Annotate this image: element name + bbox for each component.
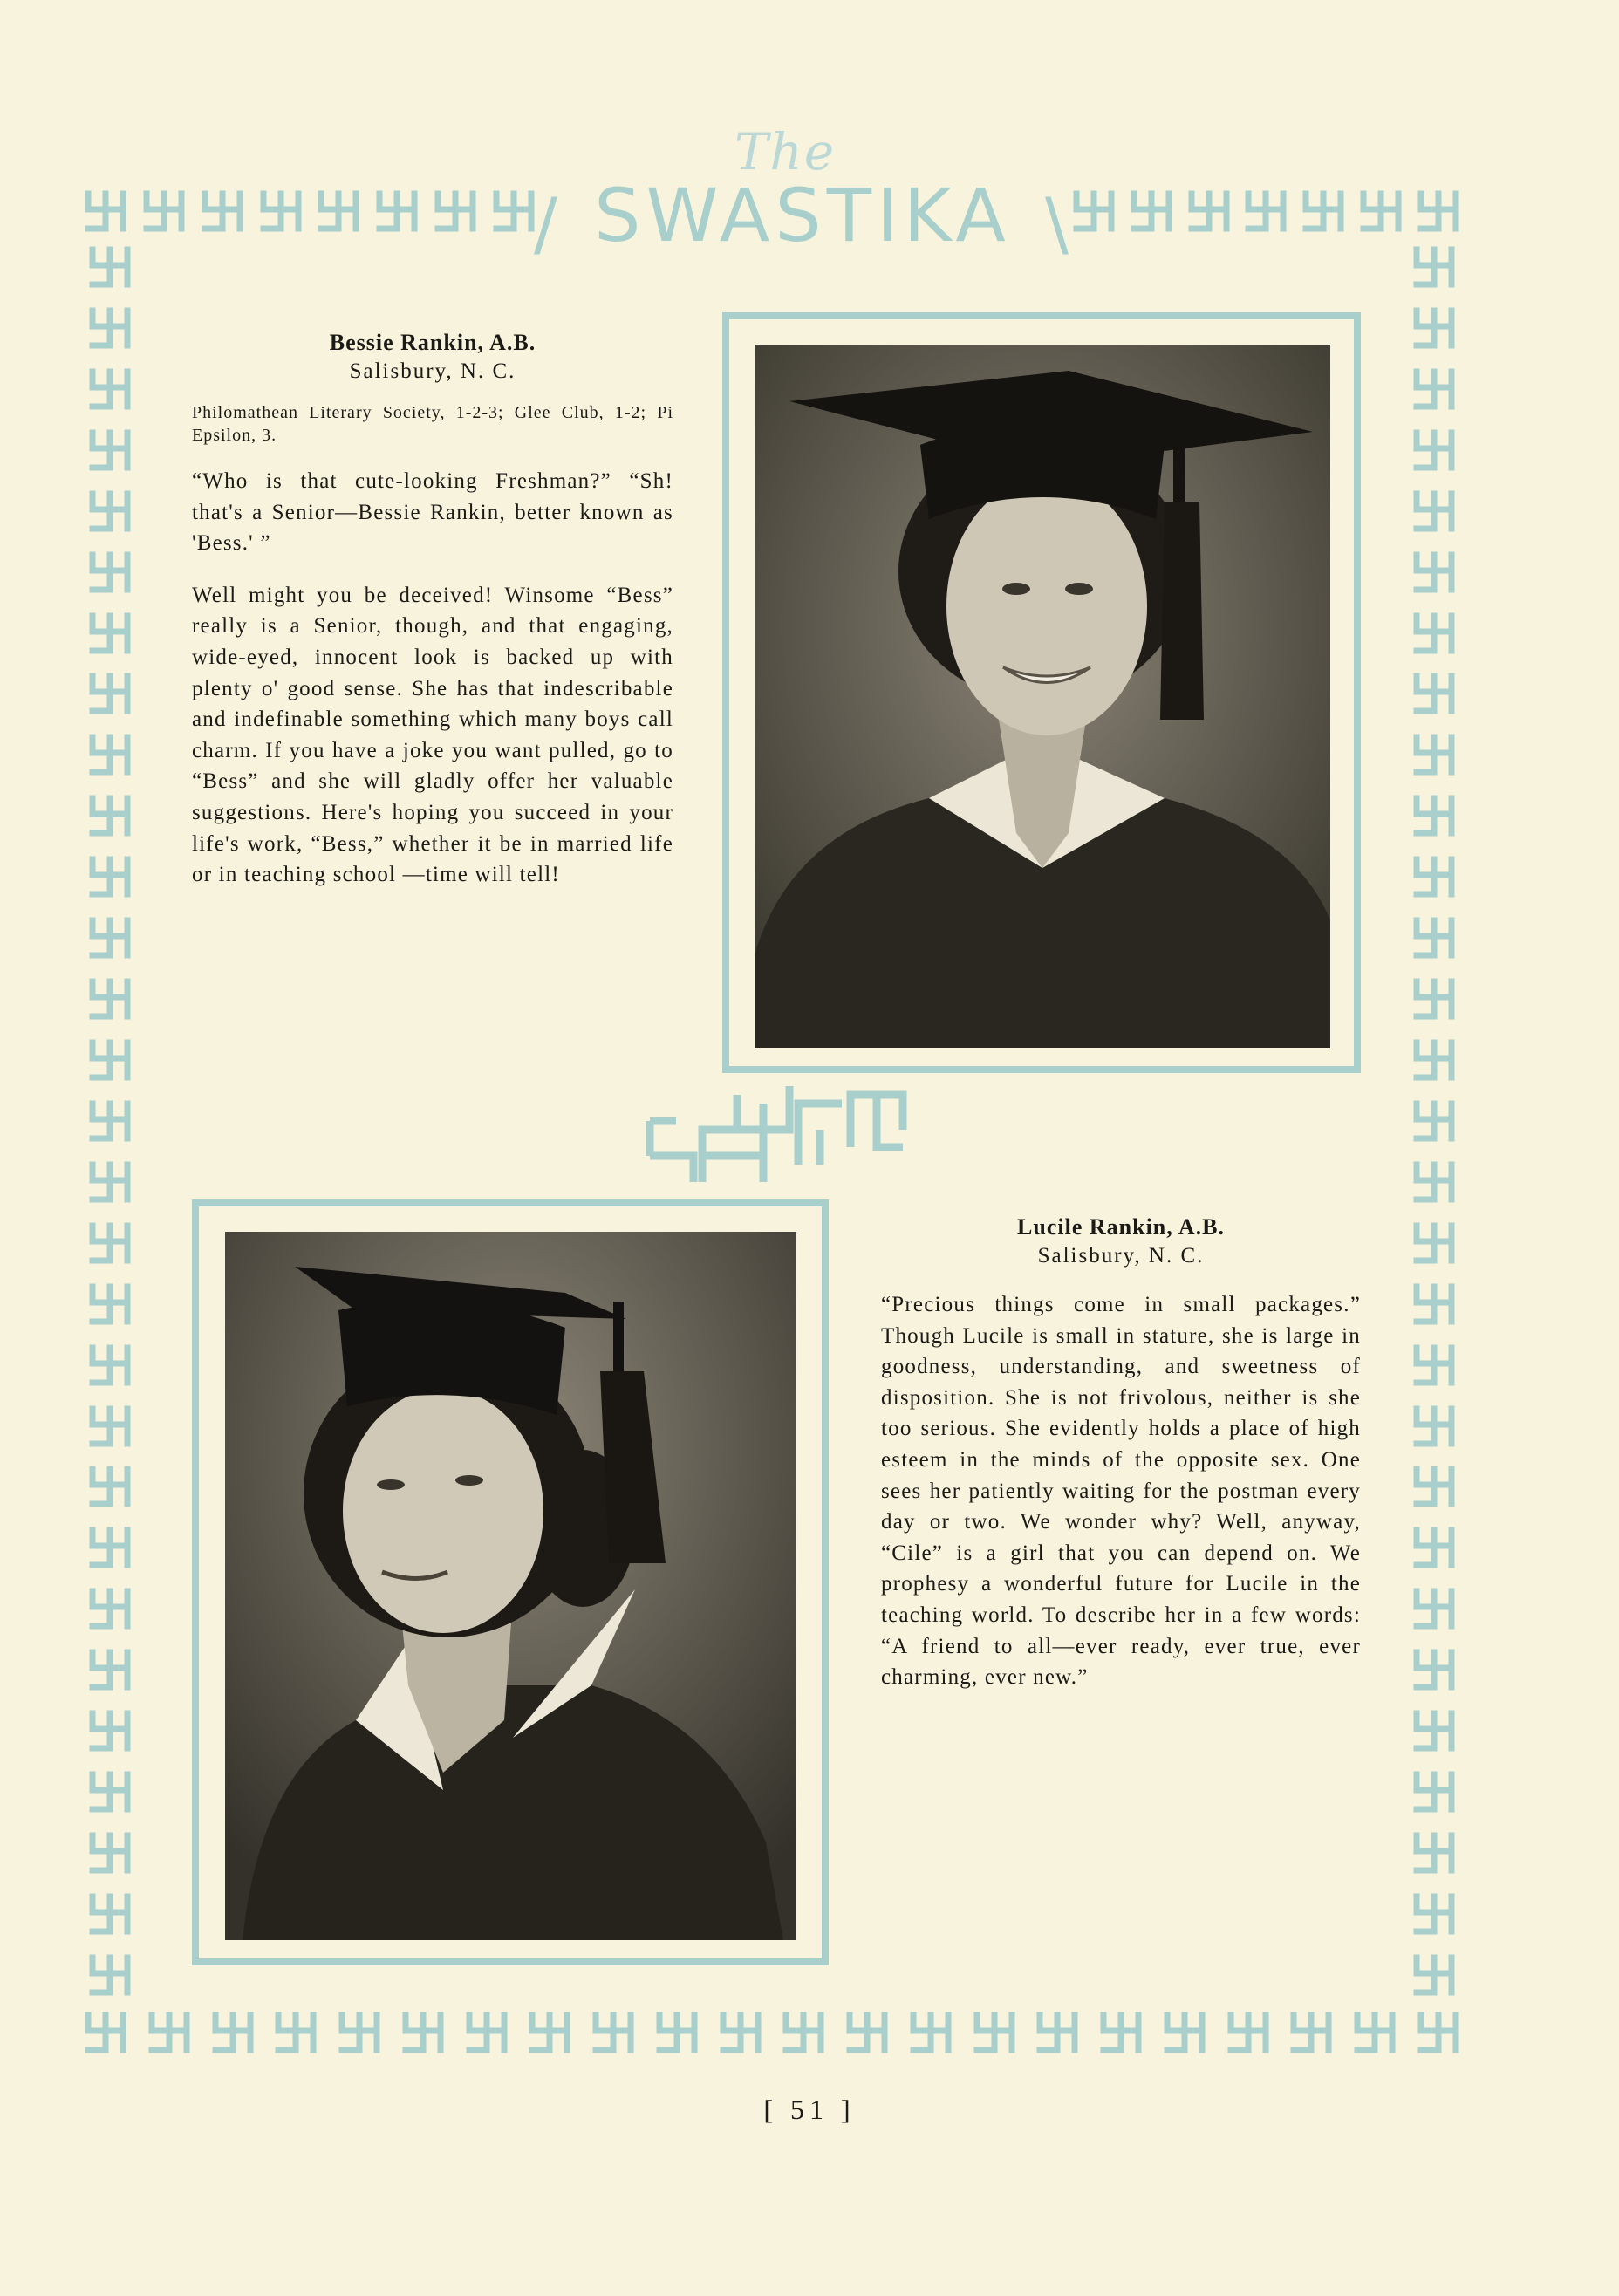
swastika-key-pattern-icon	[87, 793, 133, 838]
swastika-key-pattern-icon	[316, 188, 361, 234]
swastika-key-pattern-icon	[1162, 2010, 1207, 2055]
swastika-key-pattern-icon	[464, 2010, 509, 2055]
swastika-key-pattern-icon	[972, 2010, 1017, 2055]
swastika-key-pattern-icon	[87, 1769, 133, 1814]
swastika-key-pattern-icon	[1411, 550, 1457, 595]
swastika-key-pattern-icon	[781, 2010, 826, 2055]
swastika-key-pattern-icon	[83, 188, 128, 234]
swastika-key-pattern-icon	[1411, 1769, 1457, 1814]
portrait-bessie-rankin	[755, 345, 1330, 1048]
swastika-key-pattern-icon	[1411, 1404, 1457, 1449]
swastika-key-pattern-icon	[1411, 1037, 1457, 1083]
student-name: Lucile Rankin, A.B.	[1017, 1214, 1225, 1240]
bio-lucile-rankin	[881, 1214, 1361, 1693]
swastika-key-pattern-icon	[1416, 2010, 1461, 2055]
swastika-key-pattern-icon	[1411, 1281, 1457, 1327]
swastika-key-pattern-icon	[87, 1647, 133, 1692]
swastika-key-pattern-icon	[1411, 489, 1457, 534]
swastika-key-pattern-icon	[87, 671, 133, 716]
swastika-key-pattern-icon	[87, 611, 133, 656]
student-name: Bessie Rankin, A.B.	[329, 330, 536, 355]
swastika-key-pattern-icon	[1243, 188, 1288, 234]
swastika-key-pattern-icon	[1411, 427, 1457, 473]
bio-paragraph: “Who is that cute-looking Freshman?” “Sh! that's a Senior—Bessie Rankin, better known as 'Bess.' ”	[192, 469, 673, 556]
swastika-key-pattern-icon	[491, 188, 536, 234]
swastika-key-pattern-icon	[844, 2010, 890, 2055]
swastika-key-pattern-icon	[87, 1281, 133, 1327]
swastika-key-pattern-icon	[1411, 793, 1457, 838]
student-hometown: Salisbury, N. C.	[1037, 1244, 1205, 1268]
swastika-key-pattern-icon	[87, 1343, 133, 1388]
swastika-key-pattern-icon	[1411, 1891, 1457, 1937]
swastika-key-pattern-icon	[337, 2010, 382, 2055]
swastika-key-pattern-icon	[1411, 854, 1457, 899]
student-activities: Philomathean Literary Society, 1-2-3; Glee Club, 1-2; Pi Epsilon, 3.	[192, 403, 673, 445]
portrait-lucile-rankin	[225, 1232, 796, 1940]
swastika-key-pattern-icon	[1411, 671, 1457, 716]
swastika-key-pattern-icon	[87, 244, 133, 290]
bottom-border	[83, 2006, 1461, 2059]
swastika-key-pattern-icon	[210, 2010, 256, 2055]
swastika-key-pattern-icon	[1129, 188, 1174, 234]
swastika-key-pattern-icon	[1411, 1708, 1457, 1753]
swastika-key-pattern-icon	[1186, 188, 1232, 234]
swastika-key-pattern-icon	[147, 2010, 192, 2055]
swastika-key-pattern-icon	[1411, 305, 1457, 351]
swastika-key-pattern-icon	[258, 188, 304, 234]
swastika-key-pattern-icon	[87, 1220, 133, 1266]
swastika-key-pattern-icon	[1411, 732, 1457, 777]
swastika-key-pattern-icon	[87, 1708, 133, 1753]
left-border	[83, 244, 137, 1998]
bio-paragraph: “Precious things come in small packages.” Though Lucile is small in stature, she is large in goodness, understanding, and sweetness of disposition. She is not frivolous, neither is she too serious. She evidently holds a place of high esteem in the minds of the opposite sex. One sees her patiently waiting for the postman every day or two. We wonder why? Well, anyway, “Cile” is a girl that you can depend on. We prophesy a wonderful future for Lucile in the teaching world. To describe her in a few words: “A friend to all—ever ready, ever true, ever charming, ever new.”	[881, 1293, 1361, 1690]
bio-paragraph: Well might you be deceived! Winsome “Bess” really is a Senior, though, and that engaging, wide-eyed, innocent look is backed up with plenty o' good sense. She has that indescribable and indefinable something which many boys call charm. If you have a joke you want pulled, go to “Bess” and she will gladly offer her valuable suggestions. Here's hoping you succeed in your life's work, “Bess,” whether it be in married life or in teaching school —time will tell!	[192, 583, 673, 887]
swastika-key-pattern-icon	[87, 427, 133, 473]
swastika-key-pattern-icon	[1352, 2010, 1397, 2055]
top-border-left	[83, 185, 536, 237]
swastika-key-pattern-icon	[1411, 1952, 1457, 1998]
swastika-key-pattern-icon	[87, 1952, 133, 1998]
swastika-key-pattern-icon	[1411, 244, 1457, 290]
swastika-key-pattern-icon	[591, 2010, 636, 2055]
right-border	[1407, 244, 1461, 1998]
swastika-key-pattern-icon	[87, 976, 133, 1022]
swastika-key-pattern-icon	[1411, 1220, 1457, 1266]
swastika-key-pattern-icon	[1288, 2010, 1334, 2055]
swastika-key-pattern-icon	[200, 188, 245, 234]
swastika-key-pattern-icon	[87, 1464, 133, 1509]
swastika-key-pattern-icon	[527, 2010, 572, 2055]
swastika-key-pattern-icon	[1411, 1647, 1457, 1692]
swastika-key-pattern-icon	[87, 1586, 133, 1631]
swastika-key-pattern-icon	[1301, 188, 1346, 234]
swastika-key-pattern-icon	[87, 1525, 133, 1570]
interlocking-swastika-ornament-icon	[641, 1077, 912, 1191]
swastika-key-pattern-icon	[87, 1891, 133, 1937]
swastika-key-pattern-icon	[141, 188, 187, 234]
swastika-key-pattern-icon	[87, 366, 133, 412]
student-hometown: Salisbury, N. C.	[349, 359, 516, 383]
swastika-key-pattern-icon	[87, 489, 133, 534]
page-title: SWASTIKA	[594, 173, 1011, 258]
swastika-key-pattern-icon	[87, 915, 133, 960]
header-divider-left: /	[534, 183, 557, 264]
swastika-key-pattern-icon	[1411, 1343, 1457, 1388]
swastika-key-pattern-icon	[1411, 1464, 1457, 1509]
header-the: The	[734, 122, 837, 181]
swastika-key-pattern-icon	[87, 1404, 133, 1449]
swastika-key-pattern-icon	[433, 188, 478, 234]
swastika-key-pattern-icon	[87, 1159, 133, 1205]
swastika-key-pattern-icon	[1411, 1098, 1457, 1144]
swastika-key-pattern-icon	[87, 305, 133, 351]
page-number: [ 51 ]	[763, 2094, 856, 2125]
swastika-key-pattern-icon	[374, 188, 420, 234]
swastika-key-pattern-icon	[1071, 188, 1117, 234]
swastika-key-pattern-icon	[1411, 976, 1457, 1022]
swastika-key-pattern-icon	[1098, 2010, 1144, 2055]
swastika-key-pattern-icon	[718, 2010, 763, 2055]
swastika-key-pattern-icon	[1411, 1830, 1457, 1876]
swastika-key-pattern-icon	[1411, 1586, 1457, 1631]
bio-bessie-rankin	[192, 330, 673, 891]
swastika-key-pattern-icon	[87, 1037, 133, 1083]
swastika-key-pattern-icon	[1411, 915, 1457, 960]
swastika-key-pattern-icon	[87, 1830, 133, 1876]
swastika-key-pattern-icon	[1226, 2010, 1271, 2055]
swastika-key-pattern-icon	[87, 854, 133, 899]
swastika-key-pattern-icon	[400, 2010, 446, 2055]
swastika-key-pattern-icon	[1035, 2010, 1080, 2055]
swastika-key-pattern-icon	[273, 2010, 318, 2055]
swastika-key-pattern-icon	[1411, 611, 1457, 656]
swastika-key-pattern-icon	[1358, 188, 1404, 234]
top-border-right	[1071, 185, 1461, 237]
swastika-key-pattern-icon	[87, 550, 133, 595]
header-divider-right: \	[1045, 183, 1069, 264]
swastika-key-pattern-icon	[654, 2010, 700, 2055]
swastika-key-pattern-icon	[1411, 1159, 1457, 1205]
swastika-key-pattern-icon	[1416, 188, 1461, 234]
swastika-key-pattern-icon	[87, 732, 133, 777]
swastika-key-pattern-icon	[83, 2010, 128, 2055]
swastika-key-pattern-icon	[908, 2010, 953, 2055]
swastika-key-pattern-icon	[1411, 1525, 1457, 1570]
swastika-key-pattern-icon	[87, 1098, 133, 1144]
swastika-key-pattern-icon	[1411, 366, 1457, 412]
